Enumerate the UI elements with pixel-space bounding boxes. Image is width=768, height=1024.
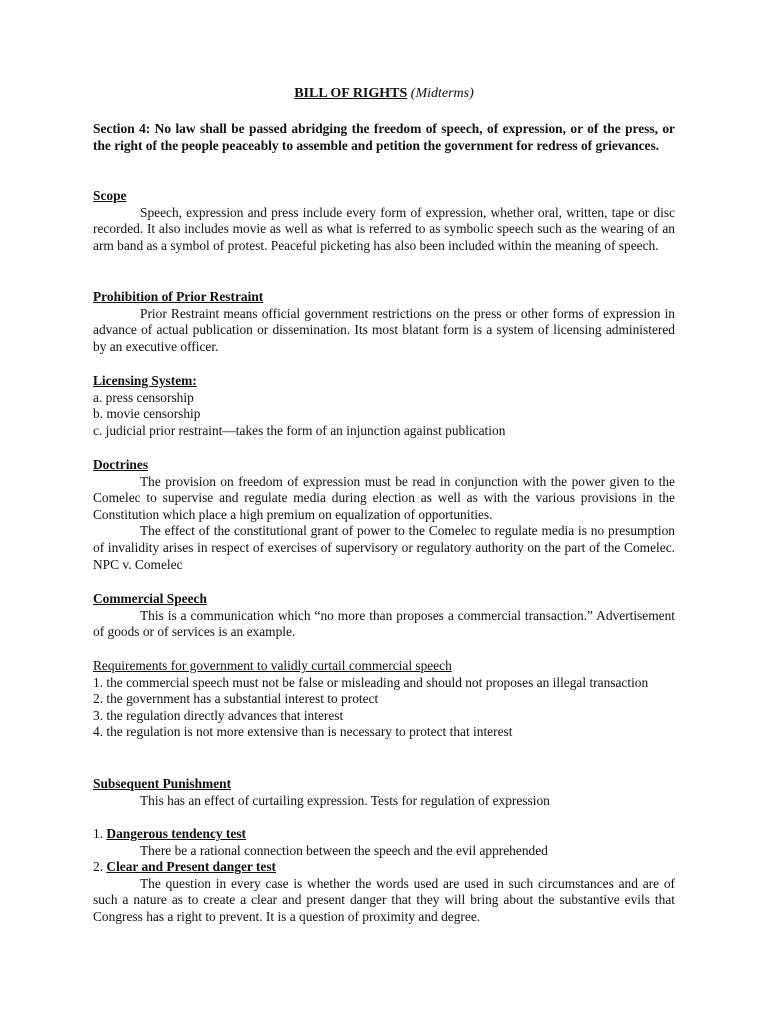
test-name: Dangerous tendency test	[106, 826, 247, 841]
requirement-item: 2. the government has a substantial interest to protect	[93, 691, 379, 707]
doctrines-heading: Doctrines	[93, 457, 149, 472]
scope-section	[93, 188, 675, 254]
scope-paragraph: Speech, expression and press include every form of expression, whether oral, written, tape or disc recorded. It also includes movie as well as what is referred to as symbolic speech such as the wearing of an arm band as a symbol of protest. Peaceful picketing has also been included within the meaning of speech.	[93, 204, 675, 253]
requirement-item: 3. the regulation directly advances that interest	[93, 707, 344, 723]
test-name: Clear and Present danger test	[106, 859, 277, 875]
title-main: BILL OF RIGHTS	[294, 86, 408, 101]
subsequent-punishment-text: This has an effect of curtailing expression. Tests for regulation of expression	[140, 792, 550, 808]
commercial-speech-section	[93, 591, 675, 641]
test-title	[93, 826, 675, 843]
section-4-text: Section 4: No law shall be passed abridging the freedom of speech, of expression, or of the press, or the right of the people peaceably to assemble and petition the government for redress of grievances.	[93, 121, 675, 153]
licensing-heading: Licensing System:	[93, 373, 197, 388]
tests-list	[93, 826, 675, 926]
title-subtitle: (Midterms)	[410, 86, 474, 101]
doctrines-paragraph-2: The effect of the constitutional grant of power to the Comelec to regulate media is no presumption of invalidity arises in respect of exercises of supervisory or regulatory authority on the part of the Comelec. NPC v. Comelec	[93, 523, 675, 572]
prior-restraint-paragraph: Prior Restraint means official government restrictions on the press or other forms of expression in advance of actual publication or dissemination. Its most blatant form is a system of licensing administered by an executive officer.	[93, 305, 675, 354]
licensing-item: a. press censorship	[93, 389, 194, 405]
requirement-item: 4. the regulation is not more extensive than is necessary to protect that interest	[93, 724, 513, 740]
test-number: 1.	[93, 826, 104, 841]
prior-restraint-heading: Prohibition of Prior Restraint	[93, 289, 264, 304]
requirement-item: 1. the commercial speech must not be false or misleading and should not proposes an illegal transaction	[93, 674, 649, 690]
licensing-item: b. movie censorship	[93, 406, 201, 422]
test-description: The question in every case is whether the words used are used in such circumstances and are of such a nature as to create a clear and present danger that they will bring about the substantive evils that Congress has a right to prevent. It is a question of proximity and degree.	[93, 875, 675, 924]
licensing-item: c. judicial prior restraint—takes the form of an injunction against publication	[93, 422, 506, 438]
document-title	[0, 86, 768, 103]
requirements-heading: Requirements for government to validly curtail commercial speech	[93, 658, 452, 673]
prior-restraint-section	[93, 289, 675, 355]
commercial-speech-paragraph: This is a communication which “no more than proposes a commercial transaction.” Advertisement of goods or of services is an example.	[93, 607, 675, 640]
test-number: 2.	[93, 859, 104, 875]
commercial-speech-heading: Commercial Speech	[93, 591, 207, 606]
test-description: There be a rational connection between the speech and the evil apprehended	[140, 842, 548, 858]
test-title	[93, 859, 675, 876]
subsequent-punishment-heading: Subsequent Punishment	[93, 776, 232, 791]
requirements-section	[93, 658, 675, 741]
subsequent-punishment-section	[93, 776, 675, 809]
doctrines-section	[93, 457, 675, 573]
licensing-section	[93, 373, 675, 439]
scope-heading: Scope	[93, 188, 127, 203]
doctrines-paragraph-1: The provision on freedom of expression must be read in conjunction with the power given to the Comelec to supervise and regulate media during election as well as with the various provisions in the Constitution which place a high premium on equalization of opportunities.	[93, 473, 675, 522]
